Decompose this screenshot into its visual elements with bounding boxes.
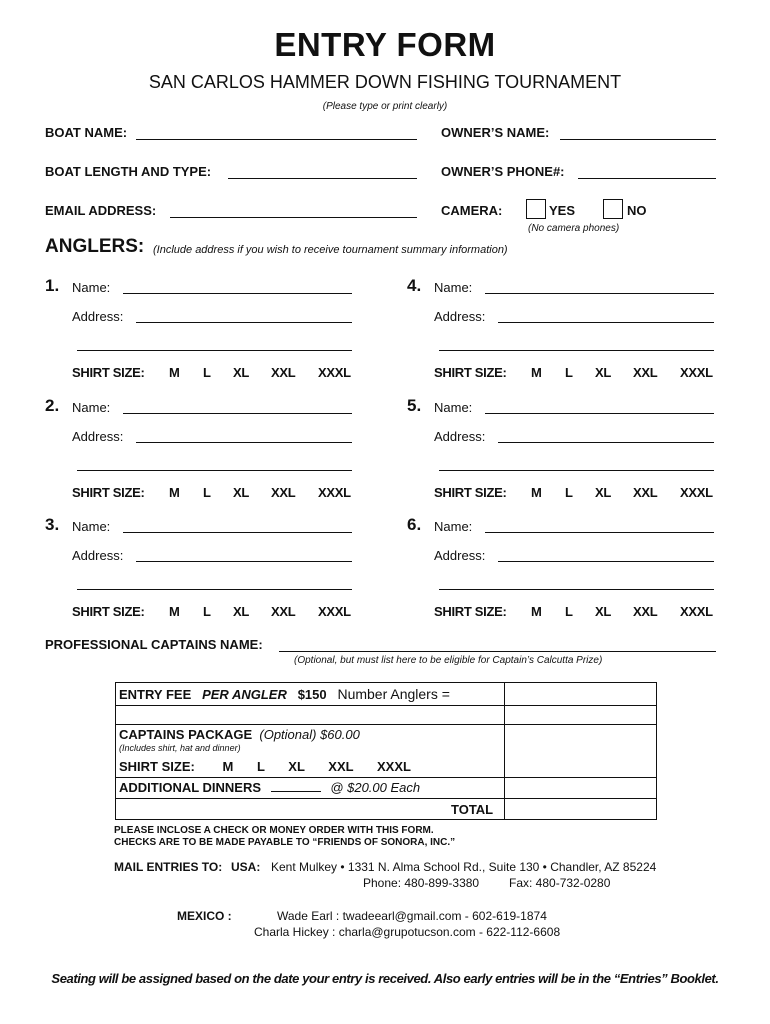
angler-shirt-label: SHIRT SIZE: [434, 365, 507, 380]
camera-yes-label: YES [549, 203, 576, 218]
angler-number: 5. [407, 396, 422, 415]
fee-table-right [504, 682, 657, 820]
angler-5-size-xxxl[interactable]: XXXL [680, 485, 713, 500]
angler-2-size-m[interactable]: M [169, 485, 180, 500]
package-shirt-row [119, 759, 411, 774]
angler-number: 6. [407, 515, 422, 534]
angler-address-label: Address: [72, 309, 124, 324]
captain-name-label: PROFESSIONAL CAPTAINS NAME: [45, 637, 263, 652]
camera-yes-checkbox[interactable] [526, 199, 546, 219]
angler-3-address-field-2[interactable] [77, 589, 352, 590]
angler-6-size-xl[interactable]: XL [595, 604, 612, 619]
angler-5-name-field[interactable] [485, 413, 714, 414]
angler-4-address-field[interactable] [498, 322, 714, 323]
captains-package-includes: (Includes shirt, hat and dinner) [119, 743, 241, 753]
package-size-xxxl[interactable]: XXXL [376, 759, 411, 774]
angler-name-label: Name: [72, 400, 111, 415]
angler-4-size-xxl[interactable]: XXL [633, 365, 658, 380]
angler-shirt-label: SHIRT SIZE: [72, 365, 145, 380]
angler-1-size-m[interactable]: M [169, 365, 180, 380]
captain-note: (Optional, but must list here to be eligible for Captain’s Calcutta Prize) [294, 655, 603, 666]
angler-6-size-m[interactable]: M [531, 604, 542, 619]
angler-3-name-field[interactable] [123, 532, 352, 533]
angler-2-size-xxxl[interactable]: XXXL [318, 485, 351, 500]
angler-1-size-xxxl[interactable]: XXXL [318, 365, 351, 380]
print-note: (Please type or print clearly) [322, 101, 448, 112]
mail-entries-label: MAIL ENTRIES TO: [114, 860, 223, 874]
angler-address-label: Address: [434, 548, 486, 563]
angler-4-size-l[interactable]: L [565, 365, 573, 380]
package-shirt-label: SHIRT SIZE: [119, 759, 195, 774]
captains-package-row [119, 727, 360, 742]
entry-fee-row [119, 686, 450, 702]
dinner-price: @ $20.00 Each [330, 780, 421, 795]
angler-3-size-xxxl[interactable]: XXXL [318, 604, 351, 619]
payment-instruction-1: PLEASE INCLOSE A CHECK OR MONEY ORDER WITH THIS FORM. [114, 825, 434, 836]
captains-package-price: (Optional) $60.00 [259, 727, 360, 742]
package-size-xl[interactable]: XL [288, 759, 305, 774]
angler-5-address-field[interactable] [498, 442, 714, 443]
mexico-label: MEXICO : [177, 909, 232, 923]
total-label: TOTAL [451, 802, 494, 817]
boat-name-label: BOAT NAME: [45, 125, 128, 140]
tournament-subtitle: SAN CARLOS HAMMER DOWN FISHING TOURNAMENT [148, 72, 622, 92]
angler-number: 4. [407, 276, 422, 295]
angler-shirt-label: SHIRT SIZE: [434, 604, 507, 619]
owner-name-label: OWNER’S NAME: [441, 125, 550, 140]
number-anglers-label: Number Anglers = [337, 686, 450, 702]
angler-2-name-field[interactable] [123, 413, 352, 414]
angler-name-label: Name: [72, 280, 111, 295]
usa-fax: Fax: 480-732-0280 [509, 876, 611, 890]
angler-number: 3. [45, 515, 60, 534]
angler-6-size-xxl[interactable]: XXL [633, 604, 658, 619]
captain-name-field[interactable] [279, 651, 716, 652]
angler-name-label: Name: [72, 519, 111, 534]
angler-1-name-field[interactable] [123, 293, 352, 294]
boat-name-field[interactable] [136, 139, 417, 140]
angler-shirt-label: SHIRT SIZE: [72, 485, 145, 500]
angler-address-label: Address: [434, 309, 486, 324]
angler-5-size-xxl[interactable]: XXL [633, 485, 658, 500]
angler-2-size-l[interactable]: L [203, 485, 211, 500]
camera-note: (No camera phones) [528, 223, 620, 234]
usa-phone: Phone: 480-899-3380 [363, 876, 480, 890]
angler-5-address-field-2[interactable] [439, 470, 714, 471]
angler-1-address-field-2[interactable] [77, 350, 352, 351]
angler-3-size-xl[interactable]: XL [233, 604, 250, 619]
angler-2-address-field-2[interactable] [77, 470, 352, 471]
email-field[interactable] [170, 217, 417, 218]
additional-dinners-row [119, 780, 420, 795]
angler-1-size-xxl[interactable]: XXL [271, 365, 296, 380]
angler-4-size-m[interactable]: M [531, 365, 542, 380]
angler-5-size-l[interactable]: L [565, 485, 573, 500]
angler-4-address-field-2[interactable] [439, 350, 714, 351]
package-size-l[interactable]: L [256, 759, 265, 774]
angler-3-size-l[interactable]: L [203, 604, 211, 619]
angler-number: 2. [45, 396, 60, 415]
angler-3-size-xxl[interactable]: XXL [271, 604, 296, 619]
owner-phone-field[interactable] [578, 178, 716, 179]
angler-6-size-xxxl[interactable]: XXXL [680, 604, 713, 619]
angler-2-size-xxl[interactable]: XXL [271, 485, 296, 500]
angler-address-label: Address: [434, 429, 486, 444]
angler-shirt-label: SHIRT SIZE: [434, 485, 507, 500]
boat-length-label: BOAT LENGTH AND TYPE: [45, 164, 212, 179]
angler-name-label: Name: [434, 400, 473, 415]
camera-no-checkbox[interactable] [603, 199, 623, 219]
additional-dinners-label: ADDITIONAL DINNERS [119, 780, 262, 795]
angler-4-name-field[interactable] [485, 293, 714, 294]
package-size-m[interactable]: M [222, 759, 234, 774]
entry-fee-label: ENTRY FEE [119, 687, 192, 702]
owner-name-field[interactable] [560, 139, 716, 140]
usa-label: USA: [231, 860, 261, 874]
angler-3-address-field[interactable] [136, 561, 352, 562]
form-title: ENTRY FORM [274, 26, 496, 63]
angler-4-size-xxxl[interactable]: XXXL [680, 365, 713, 380]
angler-1-address-field[interactable] [136, 322, 352, 323]
angler-2-size-xl[interactable]: XL [233, 485, 250, 500]
camera-label: CAMERA: [441, 203, 503, 218]
mexico-contact-1: Wade Earl : twadeearl@gmail.com - 602-619-1874 [277, 909, 547, 923]
boat-length-field[interactable] [228, 178, 417, 179]
mexico-contact-2: Charla Hickey : charla@grupotucson.com - 622-112-6608 [254, 925, 561, 939]
usa-address: Kent Mulkey • 1331 N. Alma School Rd., Suite 130 • Chandler, AZ 85224 [271, 860, 657, 874]
angler-5-size-m[interactable]: M [531, 485, 542, 500]
angler-2-address-field[interactable] [136, 442, 352, 443]
seating-footer: Seating will be assigned based on the date your entry is received. Also early entries will be in the “Entries” Booklet. [51, 971, 719, 986]
angler-address-label: Address: [72, 548, 124, 563]
angler-name-label: Name: [434, 519, 473, 534]
per-angler-label: PER ANGLER [202, 687, 287, 702]
angler-address-label: Address: [72, 429, 124, 444]
owner-phone-label: OWNER’S PHONE#: [441, 164, 565, 179]
anglers-heading: ANGLERS: [45, 236, 145, 257]
additional-dinners-field[interactable] [271, 791, 321, 792]
camera-no-label: NO [627, 203, 647, 218]
angler-6-name-field[interactable] [485, 532, 714, 533]
angler-6-size-l[interactable]: L [565, 604, 573, 619]
payment-instruction-2: CHECKS ARE TO BE MADE PAYABLE TO “FRIENDS OF SONORA, INC.” [114, 837, 456, 848]
angler-6-address-field[interactable] [498, 561, 714, 562]
entry-fee-price: $150 [297, 687, 327, 702]
angler-1-size-xl[interactable]: XL [233, 365, 250, 380]
angler-name-label: Name: [434, 280, 473, 295]
angler-1-size-l[interactable]: L [203, 365, 211, 380]
angler-shirt-label: SHIRT SIZE: [72, 604, 145, 619]
angler-5-size-xl[interactable]: XL [595, 485, 612, 500]
angler-number: 1. [45, 276, 60, 295]
anglers-note: (Include address if you wish to receive tournament summary information) [153, 244, 508, 256]
angler-4-size-xl[interactable]: XL [595, 365, 612, 380]
email-label: EMAIL ADDRESS: [45, 203, 157, 218]
angler-3-size-m[interactable]: M [169, 604, 180, 619]
captains-package-label: CAPTAINS PACKAGE [119, 727, 253, 742]
package-size-xxl[interactable]: XXL [328, 759, 354, 774]
angler-6-address-field-2[interactable] [439, 589, 714, 590]
